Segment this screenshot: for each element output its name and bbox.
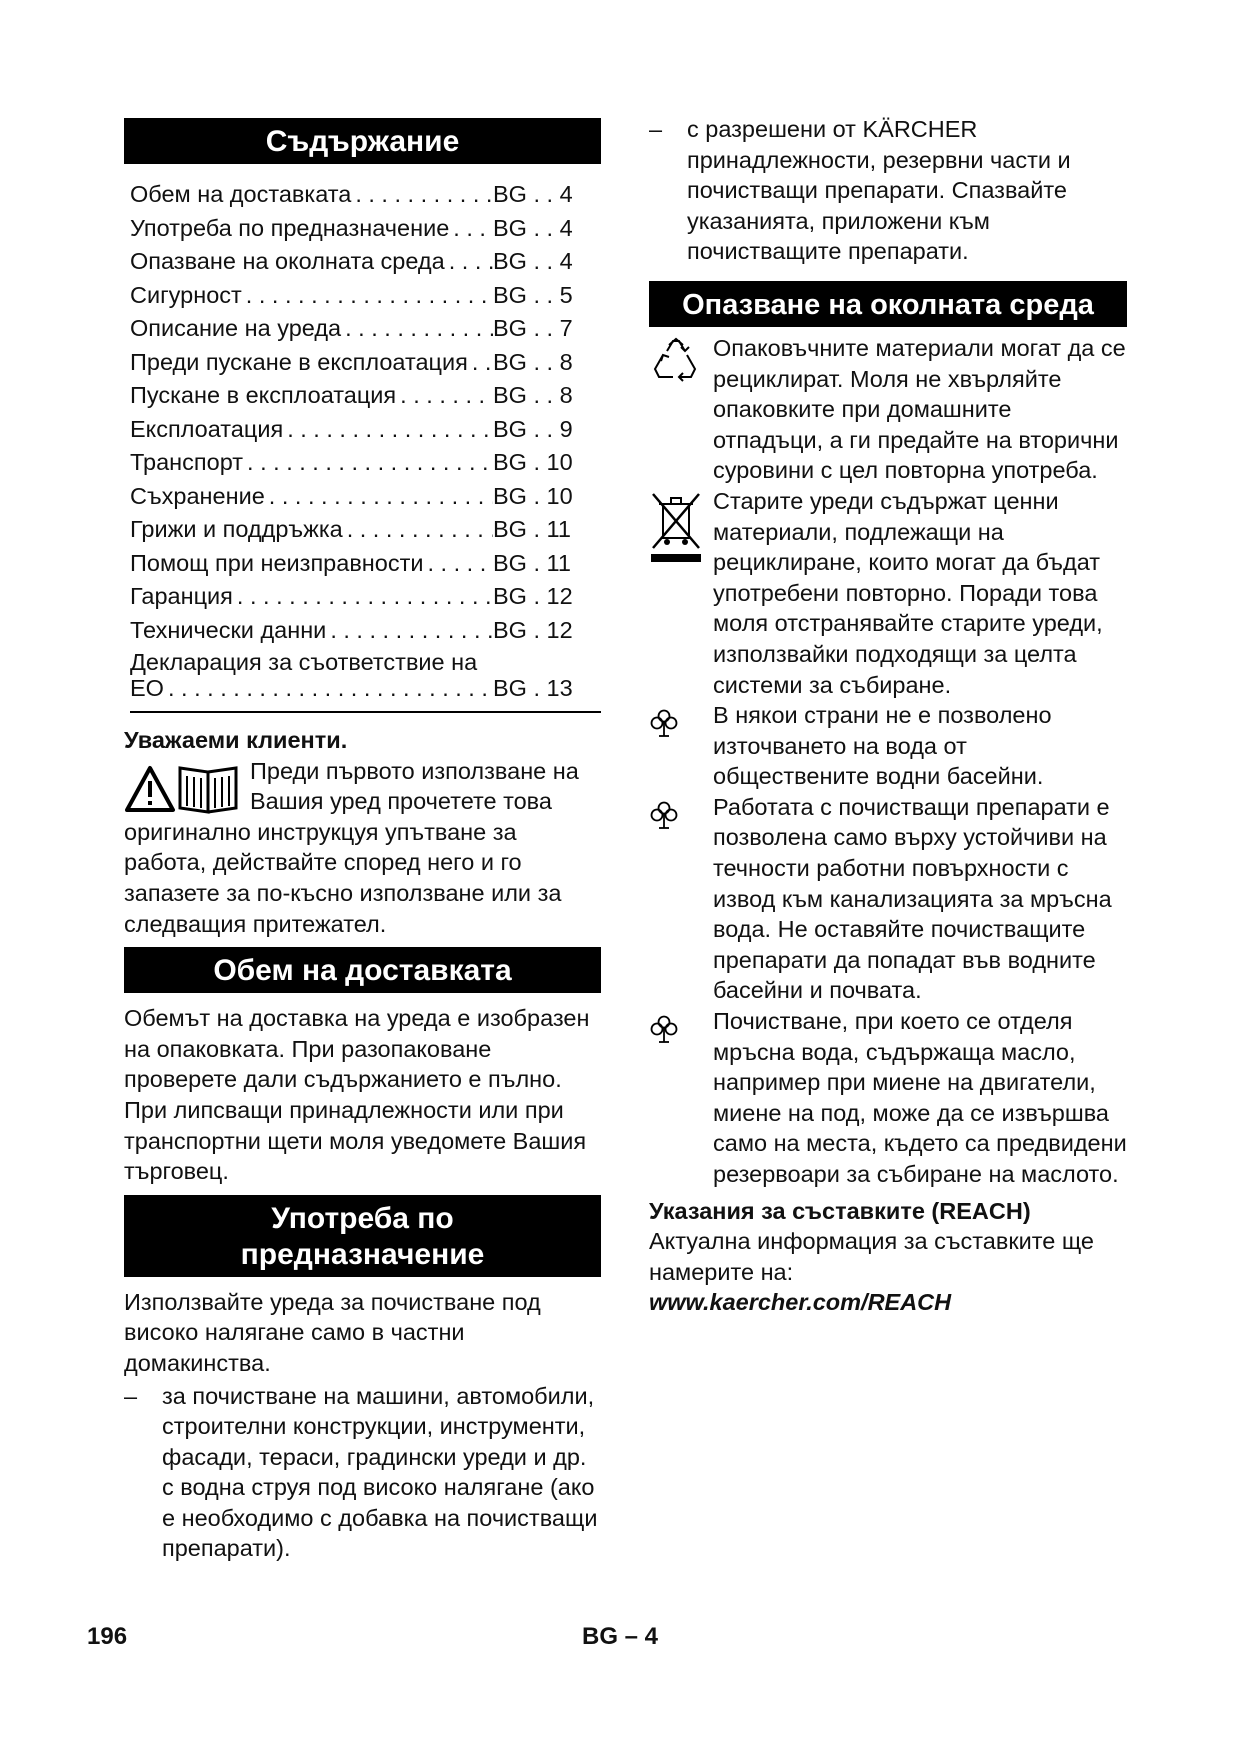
environment-heading: Опазване на околната среда xyxy=(649,281,1127,327)
delivery-heading: Обем на доставката xyxy=(124,947,601,993)
toc-entry[interactable] xyxy=(130,346,601,380)
toc-entry-page: BG . . 7 xyxy=(493,315,573,342)
toc-leader xyxy=(164,675,493,701)
environment-item-text: Работата с почистващи препарати е позволена само върху устойчиви на течности работни повърхности с извод към канализацията за мръсна вода. Не оставяйте почистващите препарати да попадат във водните басейни и почвата. xyxy=(713,793,1112,1004)
toc-entry-label: Обем на доставката xyxy=(130,181,352,208)
toc-entry-page: BG . . 5 xyxy=(493,281,573,308)
toc-leader xyxy=(326,615,493,646)
weee-icon-wrap xyxy=(649,486,713,700)
environment-note-icon xyxy=(649,1014,679,1044)
toc-entry[interactable] xyxy=(130,480,601,514)
list-dash: – xyxy=(124,1382,138,1409)
toc-entry-label: Гаранция xyxy=(130,583,233,610)
environment-note-icon-wrap xyxy=(649,1006,713,1190)
reach-heading: Указания за съставките (REACH) xyxy=(649,1197,1031,1224)
toc-entry-page: BG . . 4 xyxy=(493,214,573,241)
section-label: BG – 4 xyxy=(581,1623,659,1650)
toc-entry-page: BG . . 9 xyxy=(493,415,573,442)
reach-link[interactable]: www.kaercher.com/REACH xyxy=(649,1289,952,1316)
toc-entry-label: Експлоатация xyxy=(130,415,284,442)
environment-item-text: Почистване, при което се отделя мръсна вода, съдържаща масло, например при миене на двигатели, миене на под, може да се извършва само на места, където са предвидени резервоари за събиране на маслото. xyxy=(713,1008,1127,1187)
toc-entry-label: Транспорт xyxy=(130,449,244,476)
toc-leader xyxy=(449,213,493,244)
toc-entry-label: Грижи и поддръжка xyxy=(130,516,343,543)
toc-entry-page: BG . . 8 xyxy=(493,382,573,409)
list-item xyxy=(649,333,1127,486)
toc-entry-label: Помощ при неизправности xyxy=(130,549,424,576)
toc-entry-page: BG . 12 xyxy=(493,616,573,643)
toc-entry-label: Преди пускане в експлоатация xyxy=(130,348,468,375)
delivery-text: Обемът на доставка на уреда е изобразен на опаковката. При разопаковане проверете дали съдържанието е пълно. При липсващи принадлежности или при транспортни щети моля уведомете Вашия търговец. xyxy=(124,1005,590,1185)
table-of-contents xyxy=(124,178,601,713)
toc-leader xyxy=(343,514,493,545)
toc-entry[interactable] xyxy=(130,413,601,447)
toc-entry-label-line1: Декларация за съответствие на xyxy=(130,649,478,675)
use-item-text: за почистване на машини, автомобили, строителни конструкции, инструменти, фасади, тераси, градински уреди и др. с водна струя под високо налягане (ако е необходимо с добавка на почистващи препарати). xyxy=(162,1382,598,1562)
environment-note-icon-wrap xyxy=(649,792,713,1006)
list-item xyxy=(649,792,1127,1006)
toc-divider xyxy=(130,711,601,713)
toc-entry-label-line2: ЕО xyxy=(130,675,164,701)
customers-heading: Уважаеми клиенти. xyxy=(124,727,348,753)
toc-leader xyxy=(243,447,493,478)
customers-text: Преди първото използване на Вашия уред прочетете това оригинално инструкцуя упътване за работа, действайте според него и го запазете за по-късно използване или за следващия притежател. xyxy=(124,757,579,937)
toc-entry-page: BG . 10 xyxy=(493,482,573,509)
toc-entry-page: BG . 11 xyxy=(493,549,571,576)
reach-text: Актуална информация за съставките ще намерите на: xyxy=(649,1228,1094,1285)
left-column xyxy=(124,118,601,1564)
list-item xyxy=(649,486,1127,700)
use-item-text: с разрешени от KÄRCHER принадлежности, резервни части и почистващи препарати. Спазвайте указанията, приложени към почистващите препарати. xyxy=(687,116,1071,265)
toc-entry-page: BG . 12 xyxy=(493,583,573,610)
environment-item-text: В някои страни не е позволено източването на вода от обществените водни басейни. xyxy=(713,702,1052,790)
list-item xyxy=(124,1381,601,1565)
customers-notice xyxy=(124,756,601,940)
toc-entry[interactable] xyxy=(130,178,601,212)
toc-leader xyxy=(445,246,493,277)
warning-manual-icon xyxy=(124,758,240,816)
toc-entry-page: BG . 11 xyxy=(493,516,571,543)
crossed-bin-icon xyxy=(649,490,703,566)
toc-entry-declaration[interactable] xyxy=(130,649,601,701)
toc-leader xyxy=(468,347,493,378)
environment-item-text: Старите уреди съдържат ценни материали, подлежащи на рециклиране, които могат да бъдат употребени повторно. Поради това моля отстранявайте старите уреди, използвайки подходящи за целта системи за събиране. xyxy=(713,487,1103,698)
toc-entry-label: Употреба по предназначение xyxy=(130,214,450,241)
toc-leader xyxy=(242,280,493,311)
toc-entry[interactable] xyxy=(130,580,601,614)
list-item xyxy=(649,114,1127,267)
toc-leader xyxy=(351,179,493,210)
toc-leader xyxy=(341,313,493,344)
page-number: 196 xyxy=(87,1623,128,1650)
environment-note-icon xyxy=(649,708,679,738)
toc-leader xyxy=(265,481,493,512)
toc-entry-page: BG . 10 xyxy=(493,449,573,476)
toc-entry[interactable] xyxy=(130,513,601,547)
recycle-icon xyxy=(649,337,703,389)
toc-entry-page: BG . . 4 xyxy=(493,248,573,275)
environment-item-text: Опаковъчните материали могат да се рециклират. Моля не хвърляйте опаковките при домашните отпадъци, а ги предайте на вторични суровини с цел повторна употреба. xyxy=(713,334,1126,484)
toc-entry-label: Описание на уреда xyxy=(130,315,342,342)
toc-entry-label: Технически данни xyxy=(130,616,327,643)
toc-entry-label: Сигурност xyxy=(130,281,242,308)
toc-entry-label: Пускане в експлоатация xyxy=(130,382,397,409)
environment-list xyxy=(649,333,1127,1190)
toc-leader xyxy=(424,548,494,579)
toc-heading: Съдържание xyxy=(124,118,601,164)
toc-entry-label: Опазване на околната среда xyxy=(130,248,445,275)
recycle-icon-wrap xyxy=(649,333,713,486)
toc-entry[interactable] xyxy=(130,614,601,648)
toc-entry-page: BG . 13 xyxy=(493,675,573,701)
toc-entry[interactable] xyxy=(130,212,601,246)
toc-entry-page: BG . . 8 xyxy=(493,348,573,375)
environment-note-icon xyxy=(649,800,679,830)
list-dash: – xyxy=(649,116,663,142)
toc-leader xyxy=(396,380,493,411)
toc-entry[interactable] xyxy=(130,279,601,313)
toc-entry[interactable] xyxy=(130,312,601,346)
toc-leader xyxy=(283,414,493,445)
environment-note-icon-wrap xyxy=(649,700,713,792)
list-item xyxy=(649,1006,1127,1190)
toc-entry[interactable] xyxy=(130,245,601,279)
use-heading xyxy=(124,1195,601,1277)
toc-leader xyxy=(233,581,493,612)
toc-entry[interactable] xyxy=(130,446,601,480)
right-column xyxy=(649,118,1127,1318)
use-text: Използвайте уреда за почистване под високо налягане само в частни домакинства. xyxy=(124,1288,541,1376)
toc-entry-label: Съхранение xyxy=(130,482,265,509)
toc-entry[interactable] xyxy=(130,379,601,413)
list-item xyxy=(649,700,1127,792)
toc-entry[interactable] xyxy=(130,547,601,581)
use-heading-line1: Употреба по xyxy=(271,1201,454,1235)
toc-entry-page: BG . . 4 xyxy=(493,181,573,208)
use-heading-line2: предназначение xyxy=(240,1237,485,1271)
